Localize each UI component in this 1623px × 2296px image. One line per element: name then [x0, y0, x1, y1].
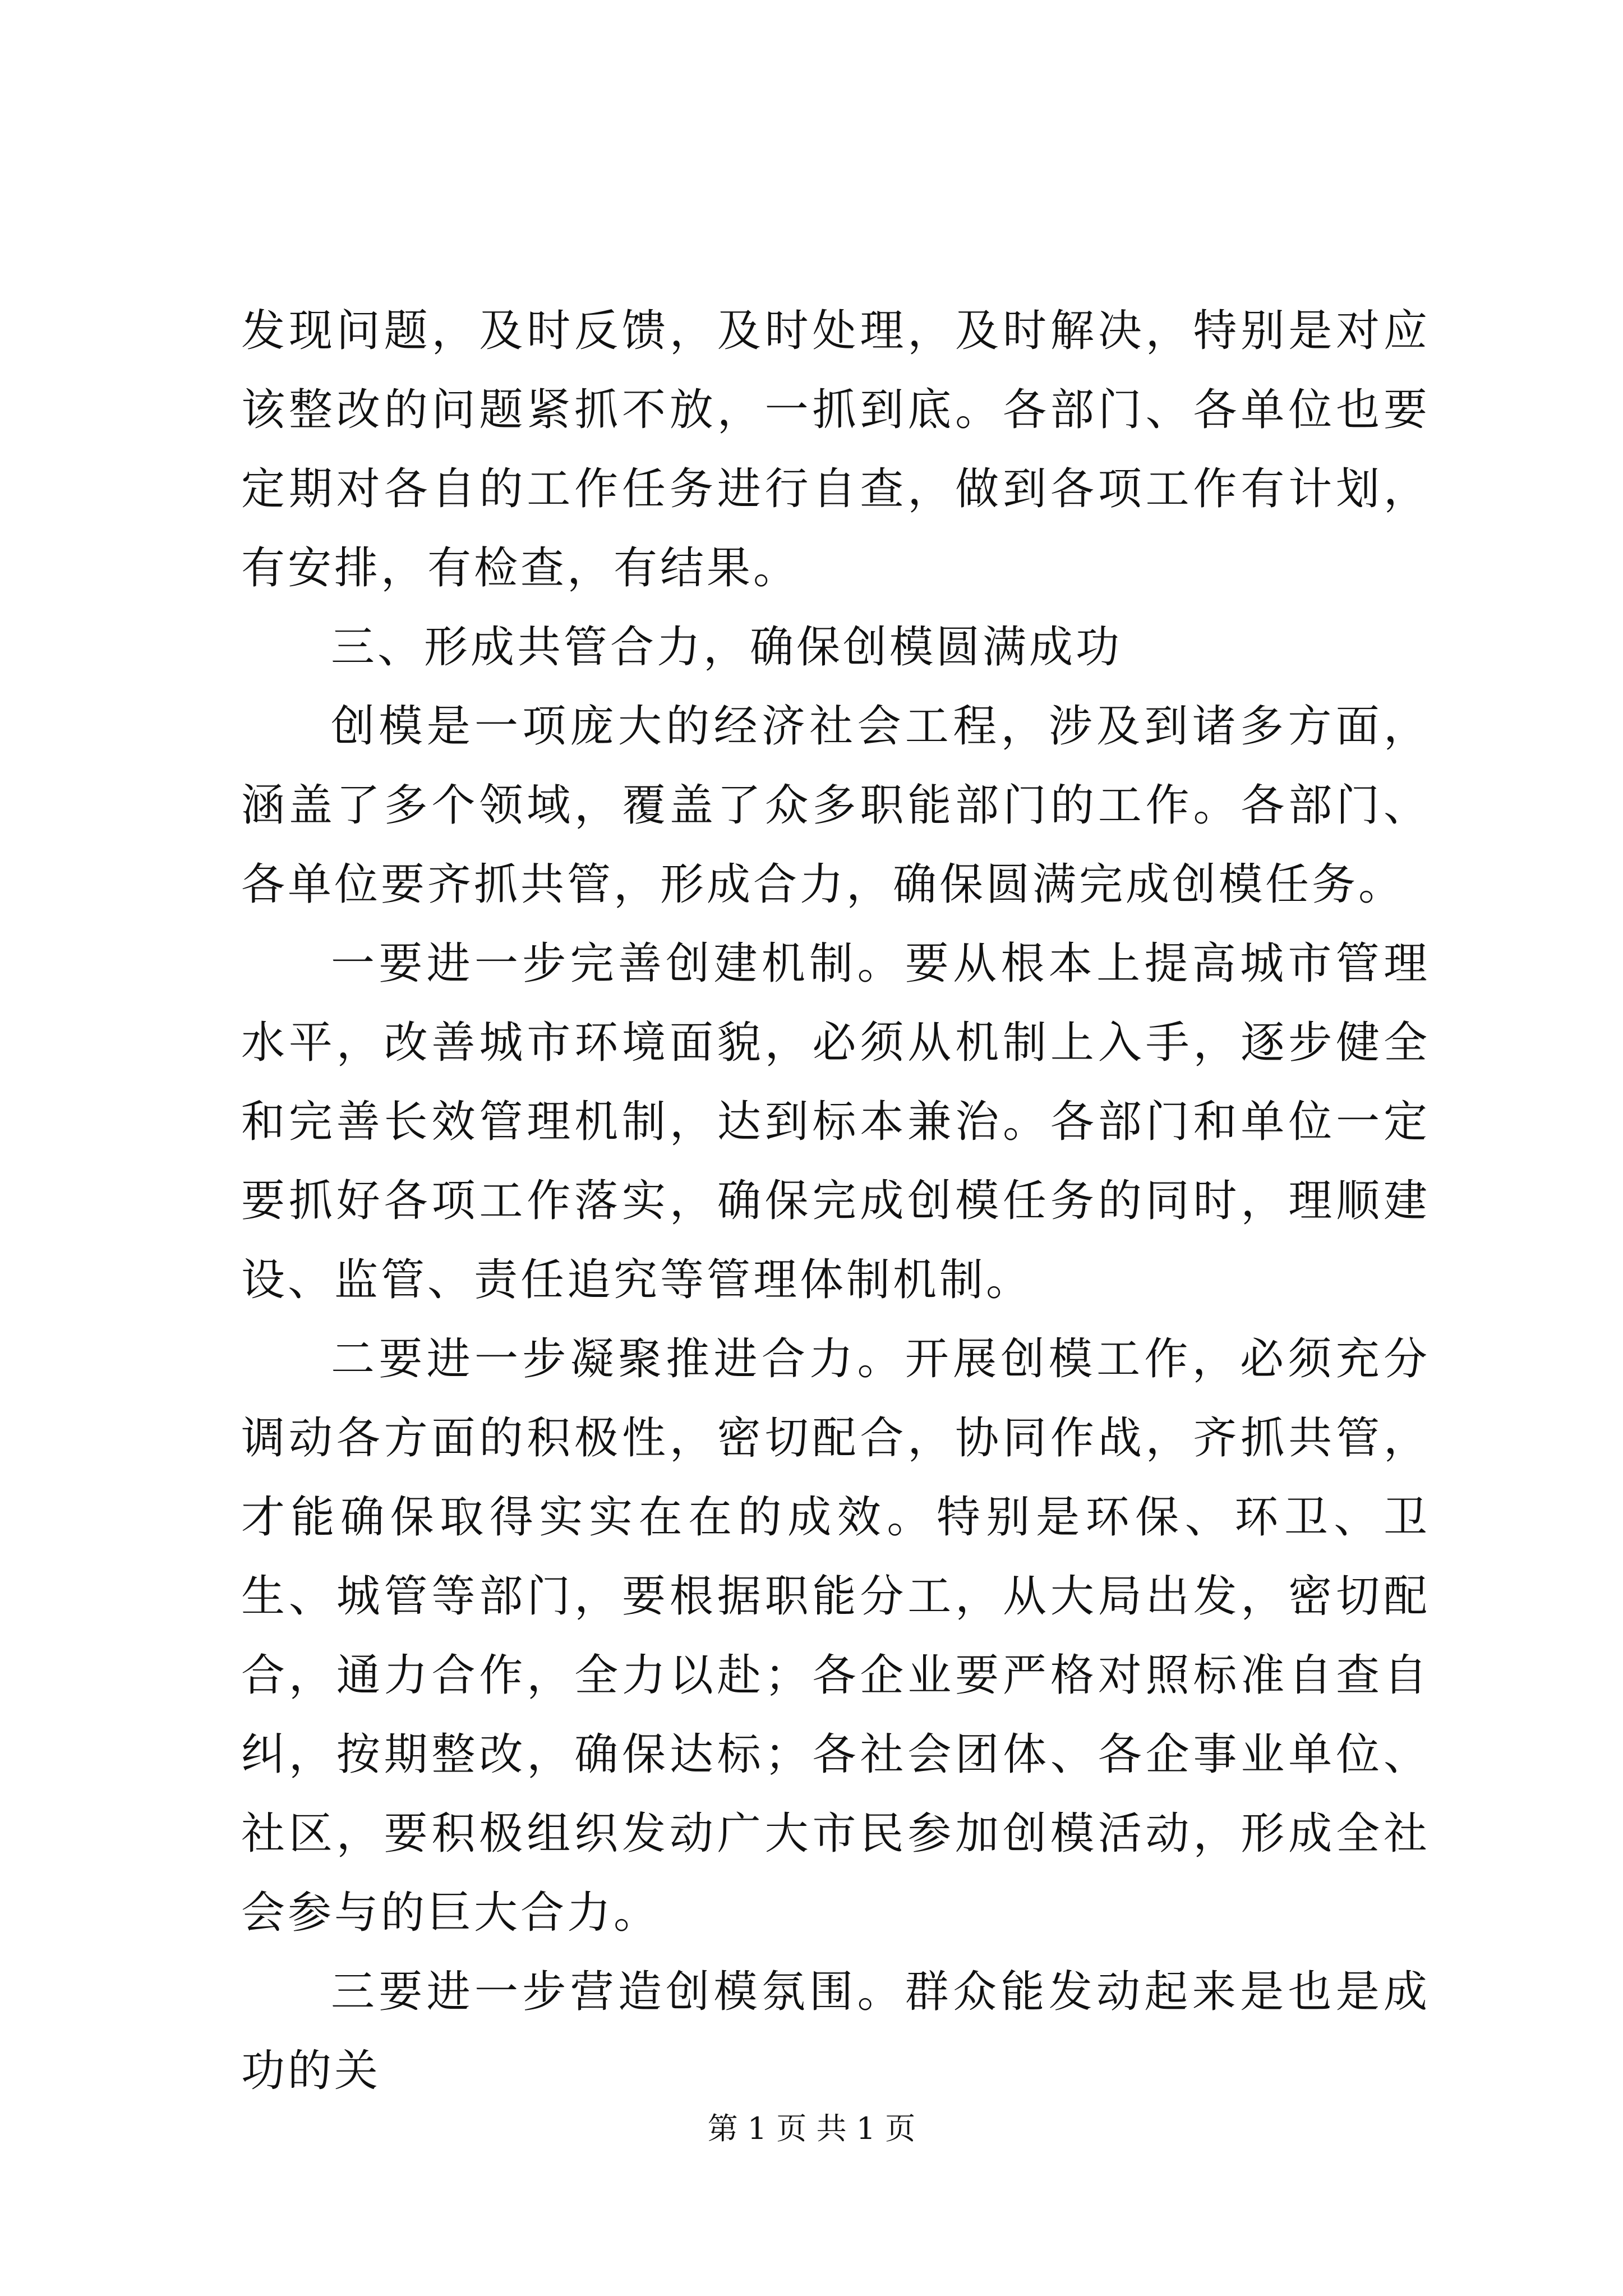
document-body: [241, 292, 1430, 2111]
paragraph: 一要进一步完善创建机制。要从根本上提高城市管理水平，改善城市环境面貌，必须从机制上入手，逐步健全和完善长效管理机制，达到标本兼治。各部门和单位一定要抓好各项工作落实，确保完成创模任务的同时，理顺建设、监管、责任追究等管理体制机制。: [241, 938, 1430, 1305]
section-heading: 三、形成共管合力，确保创模圆满成功: [331, 622, 1123, 673]
paragraph: 创模是一项庞大的经济社会工程，涉及到诸多方面，涵盖了多个领域，覆盖了众多职能部门的工作。各部门、各单位要齐抓共管，形成合力，确保圆满完成创模任务。: [241, 701, 1430, 910]
page-footer: 第 1 页 共 1 页: [707, 2111, 916, 2146]
paragraph: 二要进一步凝聚推进合力。开展创模工作，必须充分调动各方面的积极性，密切配合，协同作战，齐抓共管，才能确保取得实实在在的成效。特别是环保、环卫、卫生、城管等部门，要根据职能分工，从大局出发，密切配合，通力合作，全力以赴；各企业要严格对照标准自查自纠，按期整改，确保达标；各社会团体、各企事业单位、社区，要积极组织发动广大市民参加创模活动，形成全社会参与的巨大合力。: [241, 1334, 1430, 1938]
paragraph: 三要进一步营造创模氛围。群众能发动起来是也是成功的关: [241, 1967, 1430, 2096]
paragraph-continued: 发现问题，及时反馈，及时处理，及时解决，特别是对应该整改的问题紧抓不放，一抓到底。各部门、各单位也要定期对各自的工作任务进行自查，做到各项工作有计划，有安排，有检查，有结果。: [241, 306, 1430, 593]
